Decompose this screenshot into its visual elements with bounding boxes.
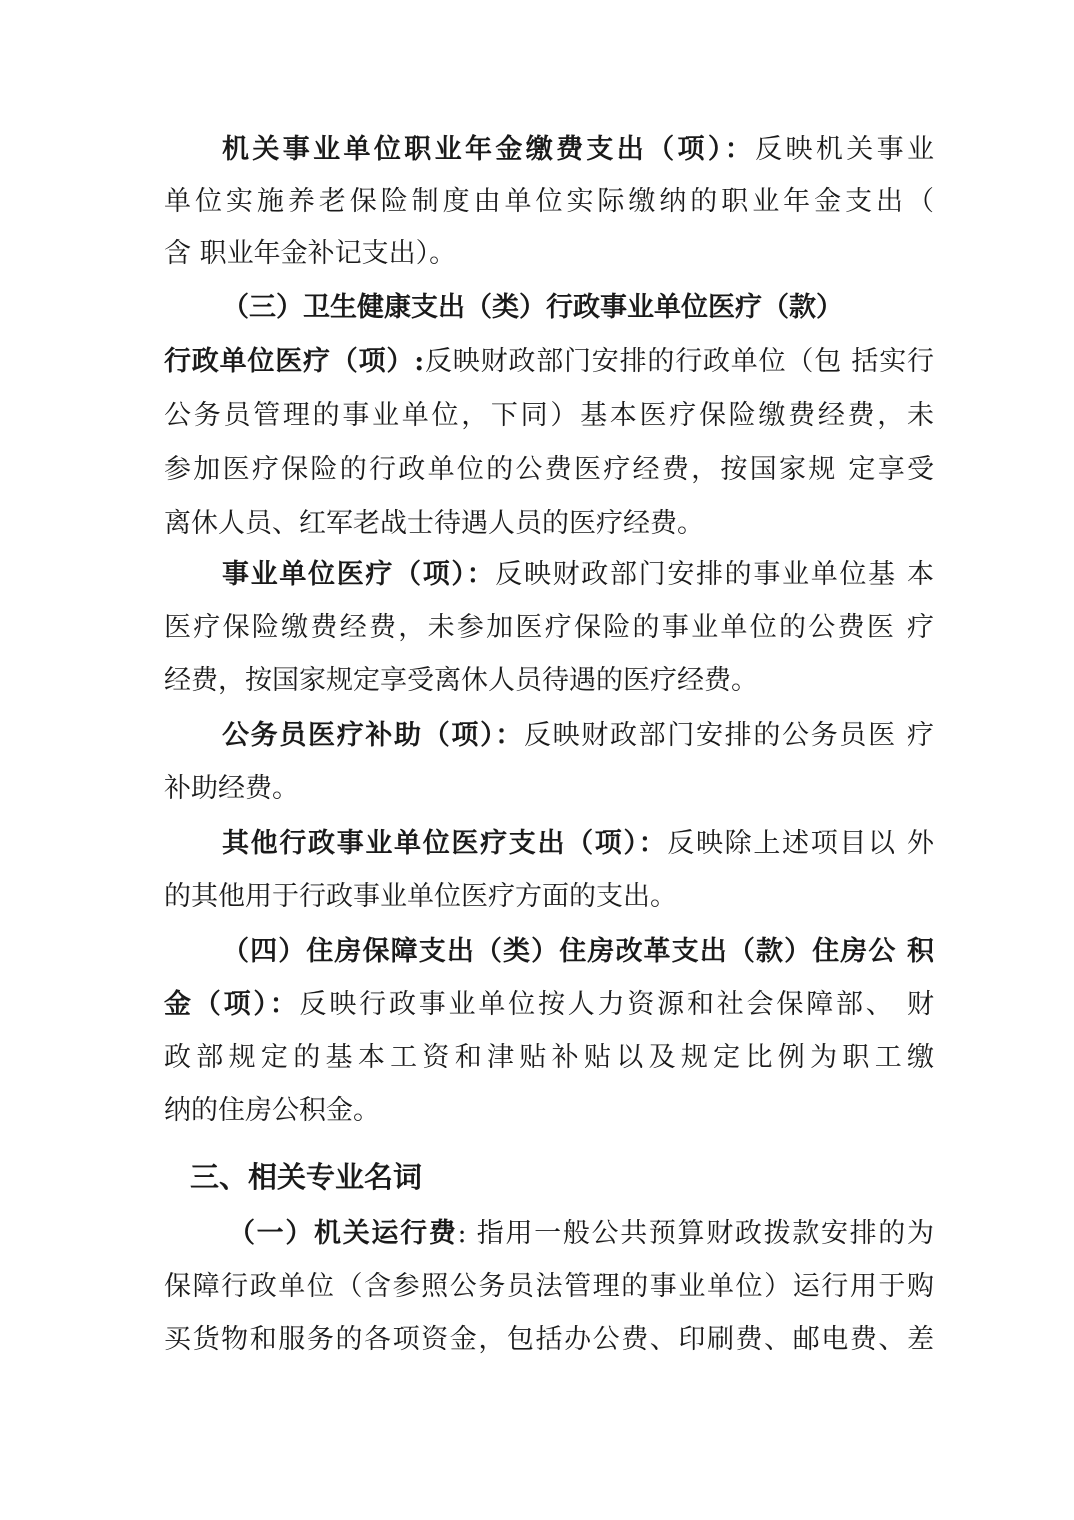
p4-text-2: 补助经费。: [164, 773, 299, 804]
p2-text-1: 反映财政部门安排的行政单位（包 括实行: [424, 346, 934, 377]
p7-line-1: [228, 1216, 934, 1252]
section-3-subheading: [222, 290, 934, 326]
p4-bold-term: 公务员医疗补助（项）：: [222, 720, 524, 751]
p7-line-2: [164, 1269, 934, 1305]
p1-text-2: 单位实施养老保险制度由单位实际缴纳的职业年金支出（: [164, 186, 934, 217]
p1-text-3: 含 职业年金补记支出）。: [164, 238, 457, 269]
p7-text-1: : 指用一般公共预算财政拨款安排的为: [457, 1218, 934, 1249]
p2-bold-term: 行政单位医疗（项）:: [164, 346, 425, 377]
p3-line-3: [164, 663, 934, 699]
p7-bold-term: （一）机关运行费: [228, 1218, 458, 1249]
p6-line-2: [164, 987, 934, 1023]
p6-line-4: [164, 1093, 934, 1129]
p2-line-2: [164, 398, 934, 434]
p1-line-2: [164, 184, 934, 220]
p7-text-2: 保障行政单位（含参照公务员法管理的事业单位）运行用于购: [164, 1271, 934, 1302]
p6-text-3: 政部规定的基本工资和津贴补贴以及规定比例为职工缴: [164, 1042, 934, 1073]
p1-bold-term: 机关事业单位职业年金缴费支出（项）：: [222, 134, 756, 165]
p3-text-3: 经费，按国家规定享受离休人员待遇的医疗经费。: [164, 665, 758, 696]
p2-line-1: [164, 344, 934, 380]
p2-text-4: 离休人员、红军老战士待遇人员的医疗经费。: [164, 508, 704, 539]
p6-text-2: 反映行政事业单位按人力资源和社会保障部、 财: [299, 989, 934, 1020]
p4-text-1: 反映财政部门安排的公务员医 疗: [523, 720, 935, 751]
p6-bold-2: 金（项）：: [164, 989, 300, 1020]
p2-text-2: 公务员管理的事业单位，下同）基本医疗保险缴费经费，未: [164, 400, 934, 431]
p6-line-3: [164, 1040, 934, 1076]
p6-text-4: 纳的住房公积金。: [164, 1095, 380, 1126]
p3-text-1: 反映财政部门安排的事业单位基 本: [495, 559, 934, 590]
p1-line-3: [164, 236, 934, 272]
p3-line-2: [164, 610, 934, 646]
p3-line-1: [222, 557, 934, 593]
p5-bold-term: 其他行政事业单位医疗支出（项）：: [222, 828, 668, 859]
p3-text-2: 医疗保险缴费经费，未参加医疗保险的事业单位的公费医 疗: [164, 612, 934, 643]
p5-line-2: [164, 879, 934, 915]
p5-text-1: 反映除上述项目以 外: [667, 828, 934, 859]
h3-text: （三）卫生健康支出（类）行政事业单位医疗（款）: [222, 292, 843, 323]
p4-line-2: [164, 771, 934, 807]
p1-text-1: 反映机关事业: [755, 134, 935, 165]
p2-line-3: [164, 452, 934, 488]
section-3-title: 三、相关专业名词: [190, 1160, 423, 1194]
p2-text-3: 参加医疗保险的行政单位的公费医疗经费，按国家规 定享受: [164, 454, 934, 485]
p7-text-3: 买货物和服务的各项资金，包括办公费、印刷费、邮电费、差: [164, 1324, 934, 1355]
p3-bold-term: 事业单位医疗（项）：: [222, 559, 496, 590]
p1-line-1: [222, 132, 934, 168]
p7-line-3: [164, 1322, 934, 1358]
p4-line-1: [222, 718, 934, 754]
p5-text-2: 的其他用于行政事业单位医疗方面的支出。: [164, 881, 677, 912]
p6-line-1: [222, 934, 934, 970]
p5-line-1: [222, 826, 934, 862]
p2-line-4: [164, 506, 934, 542]
p6-bold-1: （四）住房保障支出（类）住房改革支出（款）住房公 积: [222, 936, 934, 967]
